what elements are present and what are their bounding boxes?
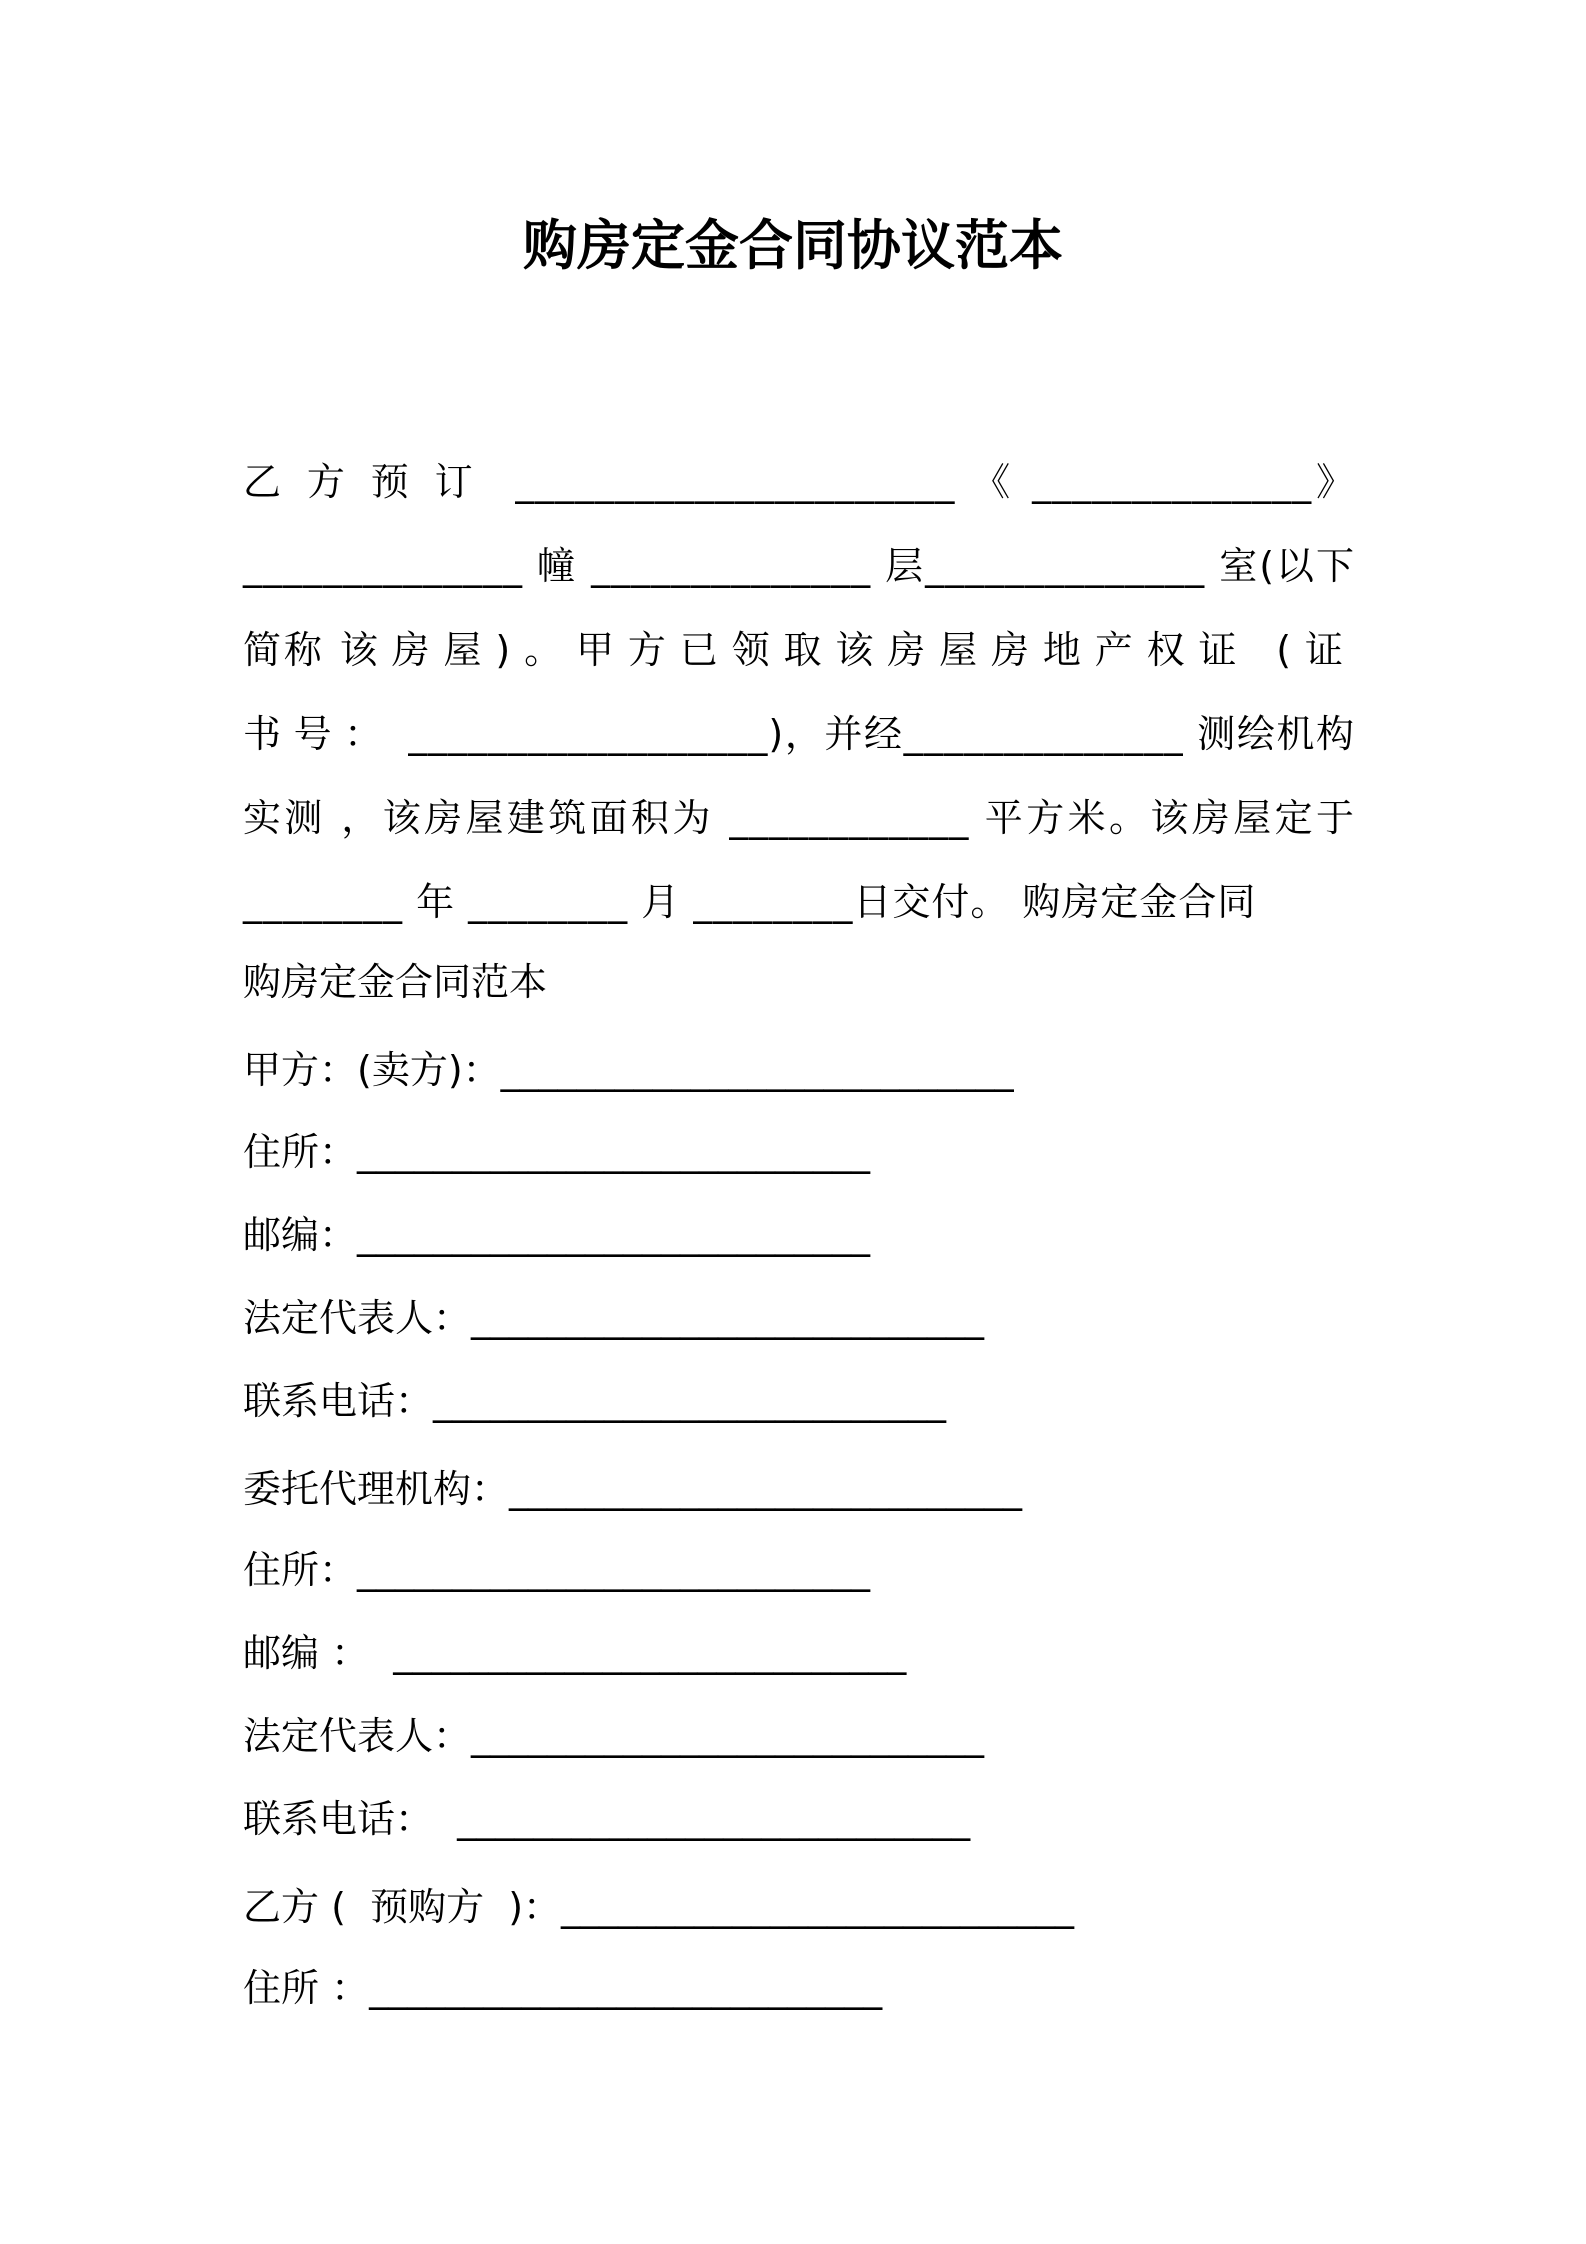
agency-address-field: 住所：___________________________ bbox=[243, 1548, 871, 1592]
agency-name-field: 委托代理机构：___________________________ bbox=[243, 1467, 1023, 1511]
contract-paragraph bbox=[243, 440, 1355, 944]
section-subtitle: 购房定金合同范本 bbox=[243, 960, 548, 1004]
paragraph-part-3: 《 ______________》 bbox=[955, 460, 1355, 504]
paragraph-part-5: 该房屋)。甲方已领取该房屋房地产权证 (证书号： bbox=[243, 628, 1355, 756]
paragraph-part-6: __________________)，并经______________ 测绘机构实测 ，该房屋建筑面积为 ____________ 平方米。该房屋定于 ________ 年 ________ 月 ________日交付。 购房定金合同 bbox=[243, 712, 1355, 924]
seller-name-field: 甲方：(卖方)：___________________________ bbox=[243, 1048, 1014, 1092]
agency-phone-field: 联系电话： ___________________________ bbox=[243, 1797, 971, 1841]
buyer-name-field: 乙方 ( 预购方 )：___________________________ bbox=[243, 1885, 1075, 1929]
buyer-address-field: 住所 ：___________________________ bbox=[243, 1966, 883, 2010]
seller-legal-rep-field: 法定代表人：___________________________ bbox=[243, 1296, 985, 1340]
seller-phone-field: 联系电话：___________________________ bbox=[243, 1379, 947, 1423]
agency-postcode-field: 邮编 ： ___________________________ bbox=[243, 1631, 907, 1675]
seller-address-field: 住所：___________________________ bbox=[243, 1130, 871, 1174]
agency-legal-rep-field: 法定代表人：___________________________ bbox=[243, 1714, 985, 1758]
paragraph-part-2: ______________________ bbox=[515, 460, 956, 504]
paragraph-part-1: 乙方预订 bbox=[243, 460, 499, 504]
paragraph-part-4: ______________ 幢 ______________ 层______________ 室(以下简称 bbox=[243, 544, 1355, 672]
seller-postcode-field: 邮编：___________________________ bbox=[243, 1213, 871, 1257]
document-title: 购房定金合同协议范本 bbox=[523, 214, 1063, 277]
